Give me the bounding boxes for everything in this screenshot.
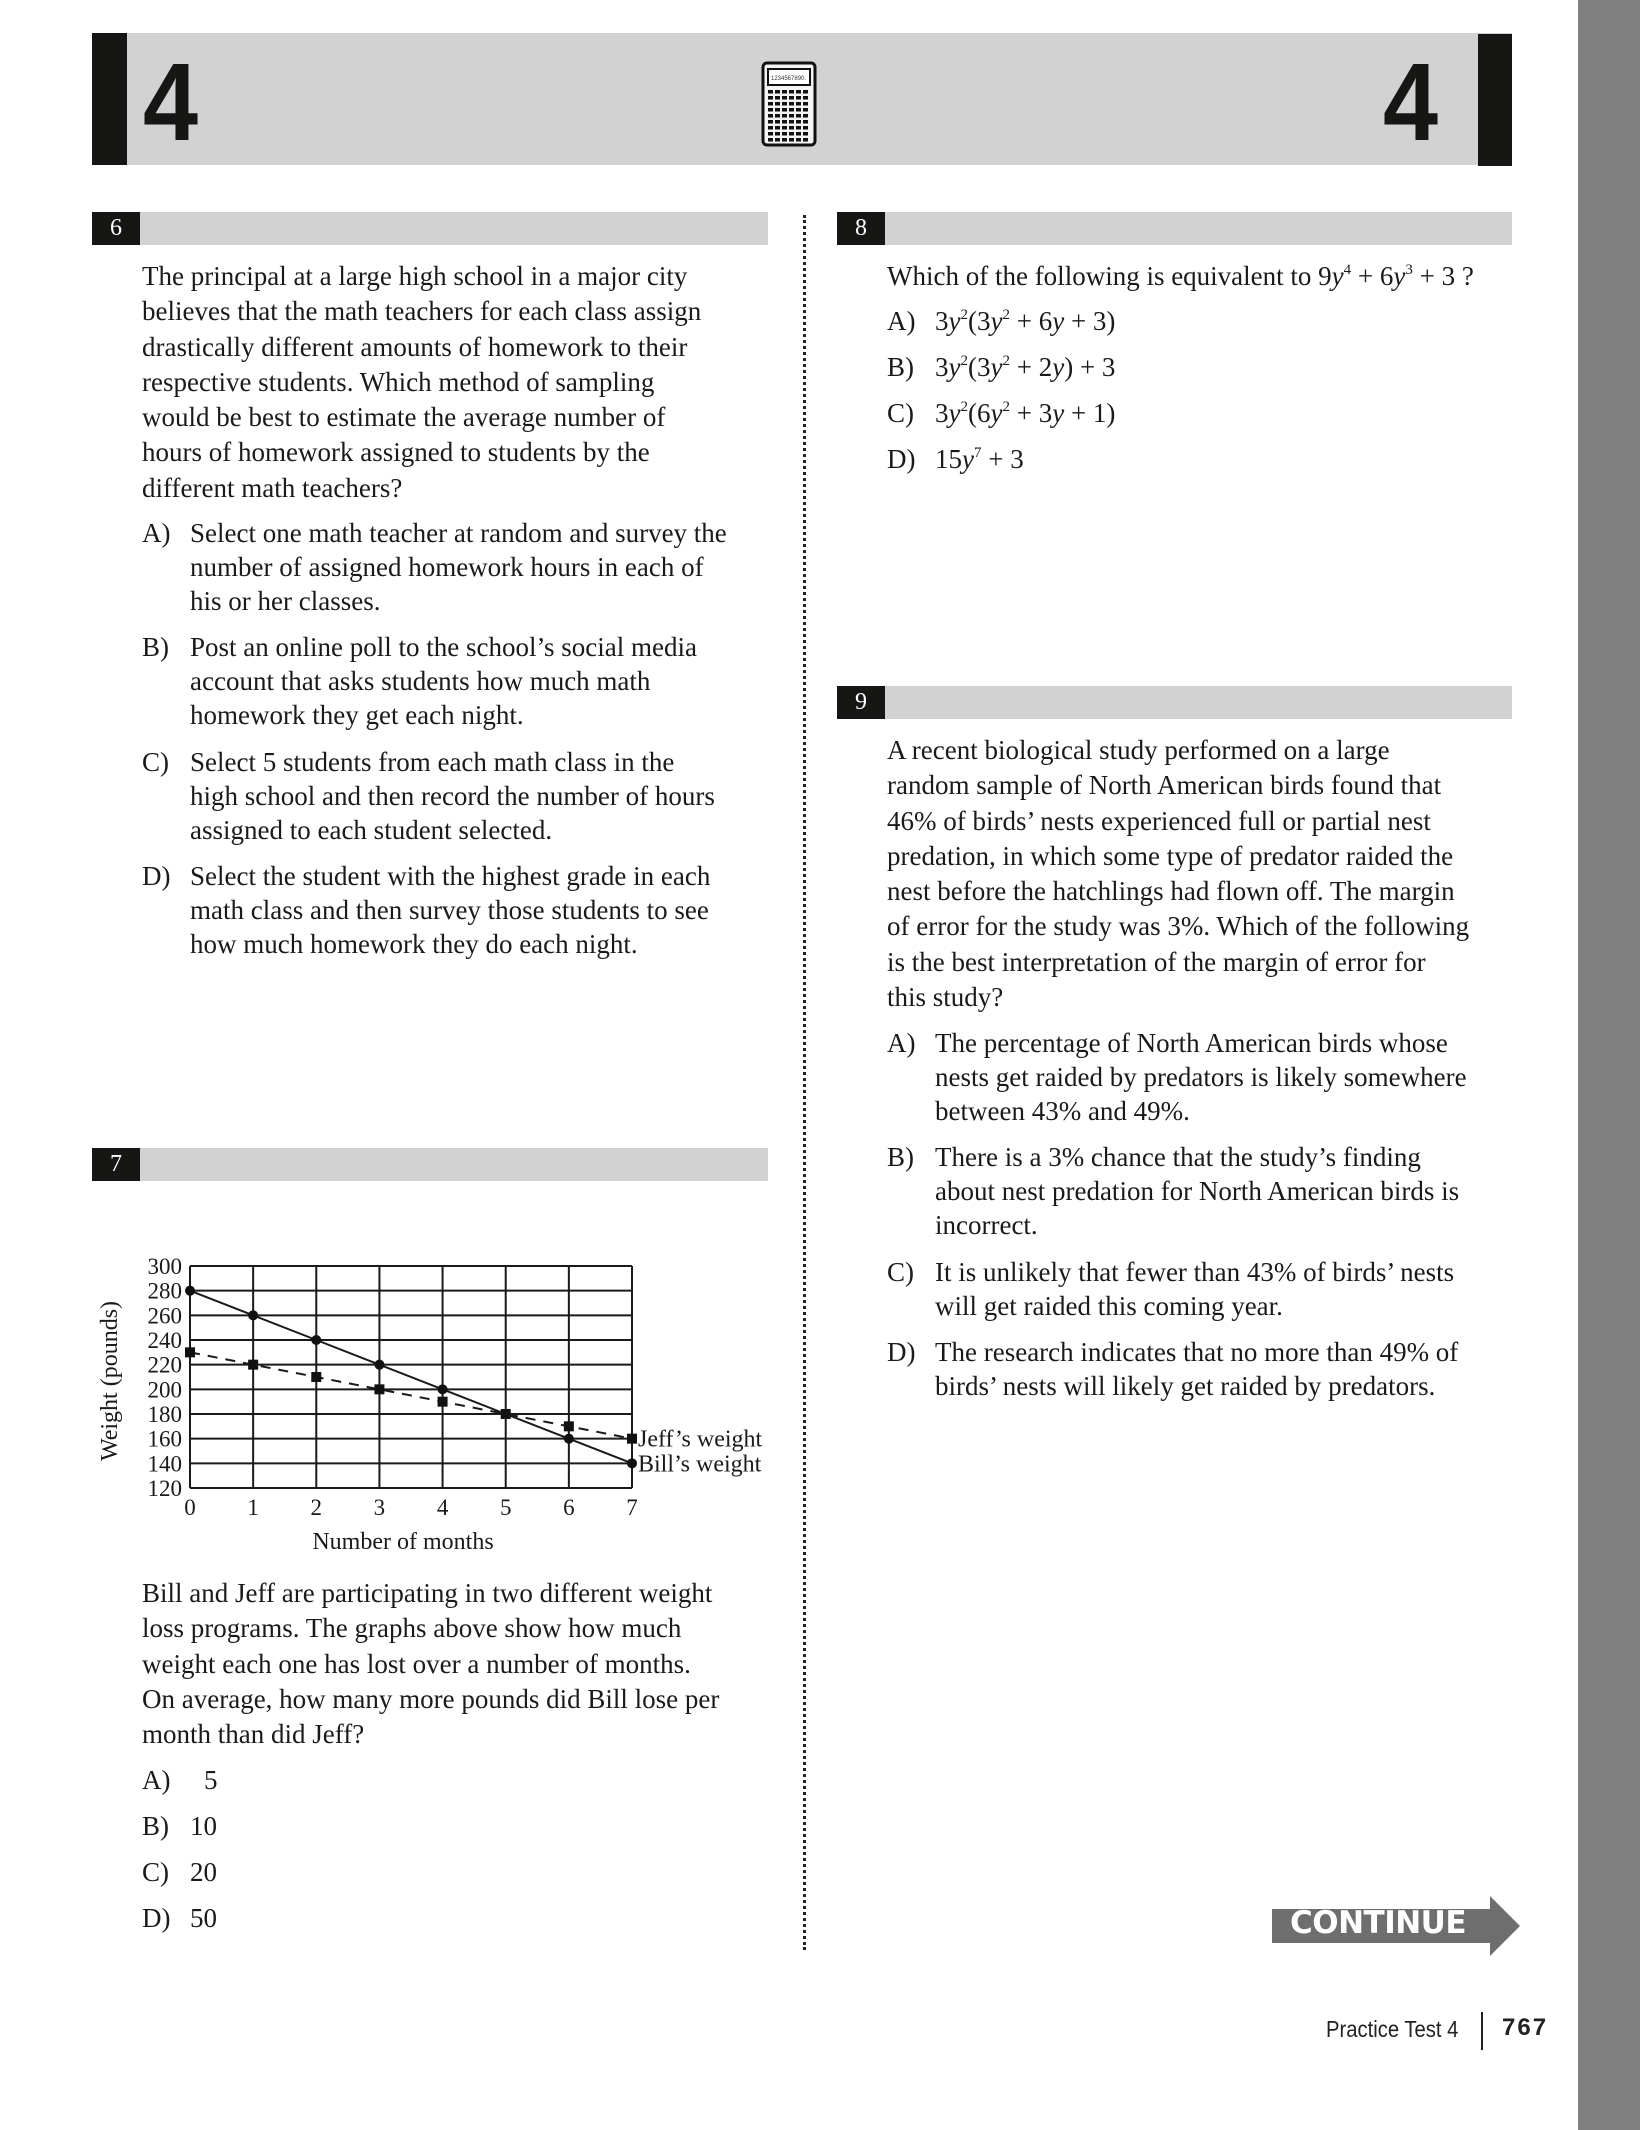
- calculator-key: [789, 120, 794, 124]
- choice-letter: C): [142, 1857, 169, 1887]
- choice-expression: $3y^2(6y^2 + 3y + 1)$: [935, 398, 1116, 428]
- question-9-choice-d[interactable]: [887, 1335, 1527, 1403]
- prompt-line: believes that the math teachers for each class assign: [142, 296, 702, 327]
- question-number: 7: [92, 1148, 140, 1181]
- section-header-left-bar: [92, 33, 127, 165]
- x-tick-label: 0: [184, 1495, 196, 1520]
- data-point-square: [564, 1421, 574, 1431]
- x-tick-label: 5: [499, 1495, 512, 1520]
- data-point-square: [627, 1434, 637, 1444]
- choice-text: 10: [190, 1811, 217, 1841]
- choice-text: The percentage of North American birds whose nests get raided by predators is likely somewhere between 43% and 49%.: [935, 1028, 1467, 1126]
- weight-loss-chart: [90, 1240, 790, 1560]
- chart-svg: [90, 1240, 790, 1560]
- prompt-line: nest before the hatchlings had flown off. The margin: [887, 876, 1455, 907]
- choice-text: There is a 3% chance that the study’s finding about nest predation for North American birds is incorrect.: [935, 1142, 1460, 1240]
- y-tick-label: 160: [147, 1426, 182, 1452]
- series-label: Bill’s weight: [638, 1451, 762, 1478]
- choice-expression: $3y^2(3y^2 + 6y + 3)$: [935, 306, 1116, 336]
- question-8-choice-d[interactable]: [887, 442, 1024, 476]
- choice-letter: A): [887, 1028, 916, 1058]
- calculator-key: [775, 138, 780, 142]
- prompt-line: respective students. Which method of sampling: [142, 366, 655, 397]
- choice-text: Select one math teacher at random and survey the number of assigned homework hours in each of his or her classes.: [190, 518, 727, 616]
- calculator-key: [768, 138, 773, 142]
- calculator-key: [768, 132, 773, 136]
- question-8-choice-c[interactable]: [887, 396, 1115, 430]
- calculator-key: [789, 96, 794, 100]
- question-number: 9: [837, 686, 885, 719]
- data-point-circle: [185, 1286, 195, 1296]
- calculator-key: [803, 126, 808, 130]
- calculator-key: [789, 114, 794, 118]
- choice-text: 20: [190, 1857, 217, 1887]
- calculator-key: [803, 108, 808, 112]
- calculator-key: [796, 90, 801, 94]
- question-6-header: [92, 212, 768, 245]
- calculator-key: [803, 132, 808, 136]
- question-6-choice-c[interactable]: [142, 745, 782, 847]
- page-edge-strip: [1578, 0, 1640, 2130]
- choice-text: Select the student with the highest grade in each math class and then survey those students to see how much homework they do each night.: [190, 861, 711, 959]
- calculator-key: [768, 120, 773, 124]
- data-point-square: [248, 1360, 258, 1370]
- calculator-key: [775, 120, 780, 124]
- calculator-key: [803, 96, 808, 100]
- calculator-key: [789, 108, 794, 112]
- calculator-key: [782, 132, 787, 136]
- choice-letter: D): [142, 1903, 171, 1933]
- choice-letter: C): [887, 398, 914, 428]
- question-7-header: [92, 1148, 768, 1181]
- data-point-circle: [501, 1409, 511, 1419]
- calculator-key: [796, 132, 801, 136]
- question-8-prompt: [887, 259, 1527, 294]
- data-point-circle: [311, 1335, 321, 1345]
- prompt-line: predation, in which some type of predator raided the: [887, 840, 1454, 871]
- section-header-right-bar: [1478, 34, 1512, 166]
- calculator-key: [768, 108, 773, 112]
- choice-letter: D): [142, 861, 171, 891]
- question-9-prompt: [887, 733, 1527, 1015]
- data-point-circle: [438, 1384, 448, 1394]
- calculator-key: [789, 138, 794, 142]
- calculator-key: [782, 126, 787, 130]
- prompt-text: Which of the following is equivalent to: [887, 261, 1312, 291]
- continue-button-label[interactable]: CONTINUE: [1290, 1905, 1467, 1941]
- choice-letter: B): [142, 1811, 169, 1841]
- calculator-key: [775, 90, 780, 94]
- prompt-line: Bill and Jeff are participating in two different weight: [142, 1578, 713, 1608]
- prompt-line: month than did Jeff?: [142, 1719, 365, 1750]
- data-point-circle: [374, 1360, 384, 1370]
- calculator-key: [782, 102, 787, 106]
- x-tick-label: 1: [247, 1495, 259, 1520]
- data-point-square: [185, 1347, 195, 1357]
- calculator-key: [789, 126, 794, 130]
- calculator-key: [775, 126, 780, 130]
- data-point-circle: [248, 1310, 258, 1320]
- y-tick-label: 300: [147, 1254, 182, 1279]
- question-6-choice-a[interactable]: [142, 516, 782, 618]
- x-tick-label: 6: [563, 1495, 575, 1520]
- choice-letter: A): [142, 518, 171, 548]
- question-8-choice-b[interactable]: [887, 350, 1115, 384]
- calculator-key: [775, 96, 780, 100]
- choice-expression: $15y^7 + 3$: [935, 444, 1024, 474]
- calculator-key: [768, 126, 773, 130]
- calculator-icon: [761, 61, 817, 147]
- question-7-choice-c[interactable]: [142, 1855, 217, 1889]
- calculator-key: [796, 96, 801, 100]
- footer-separator: [1481, 2012, 1483, 2050]
- section-number-left: 4: [143, 41, 199, 164]
- prompt-line: of error for the study was 3%. Which of the following: [887, 911, 1470, 942]
- question-number: 6: [92, 212, 140, 245]
- prompt-line: would be best to estimate the average number of: [142, 402, 666, 433]
- y-tick-label: 280: [147, 1278, 182, 1304]
- calculator-key: [796, 138, 801, 142]
- calculator-key: [782, 114, 787, 118]
- calculator-key: [796, 108, 801, 112]
- x-tick-label: 2: [310, 1495, 323, 1520]
- x-tick-label: 4: [436, 1495, 449, 1520]
- choice-letter: A): [142, 1765, 171, 1795]
- prompt-line: different math teachers?: [142, 472, 403, 503]
- calculator-key: [782, 120, 787, 124]
- prompt-line: drastically different amounts of homework to their: [142, 331, 688, 362]
- prompt-line: hours of homework assigned to students by the: [142, 437, 650, 468]
- choice-expression: $3y^2(3y^2 + 2y) + 3$: [935, 352, 1116, 382]
- choice-letter: B): [142, 632, 169, 662]
- data-point-circle: [564, 1434, 574, 1444]
- calculator-key: [775, 108, 780, 112]
- prompt-line: 46% of birds’ nests experienced full or partial nest: [887, 805, 1431, 836]
- prompt-line: is the best interpretation of the margin of error for: [887, 946, 1426, 977]
- calculator-key: [768, 90, 773, 94]
- series-label: Jeff’s weight: [638, 1426, 763, 1453]
- calculator-key: [803, 102, 808, 106]
- calculator-key: [789, 132, 794, 136]
- calculator-key: [789, 90, 794, 94]
- question-6-choice-d[interactable]: [142, 859, 782, 961]
- column-divider: [803, 215, 806, 1950]
- calculator-key: [782, 90, 787, 94]
- question-6-choice-b[interactable]: [142, 630, 782, 732]
- prompt-line: this study?: [887, 982, 1004, 1013]
- calculator-key: [796, 120, 801, 124]
- footer-title: Practice Test 4: [1326, 2016, 1459, 2042]
- question-8-choice-a[interactable]: [887, 304, 1115, 338]
- choice-letter: A): [887, 306, 916, 336]
- question-7-choice-a[interactable]: [142, 1763, 218, 1797]
- data-point-circle: [627, 1458, 637, 1468]
- calculator-key: [768, 96, 773, 100]
- question-7-choice-b[interactable]: [142, 1809, 217, 1843]
- choice-letter: B): [887, 352, 914, 382]
- question-6-prompt: [142, 259, 782, 506]
- choice-letter: B): [887, 1142, 914, 1172]
- y-tick-label: 200: [147, 1377, 182, 1403]
- question-9-choice-a[interactable]: [887, 1026, 1527, 1128]
- question-9-header: [837, 686, 1512, 719]
- y-tick-label: 140: [147, 1451, 182, 1477]
- choice-letter: D): [887, 1337, 916, 1367]
- prompt-line: The principal at a large high school in a major city: [142, 261, 688, 291]
- choice-text: Post an online poll to the school’s social media account that asks students how much math homework they get each night.: [190, 632, 697, 730]
- prompt-line: loss programs. The graphs above show how much: [142, 1613, 682, 1644]
- y-tick-label: 220: [147, 1352, 182, 1378]
- calculator-key: [782, 96, 787, 100]
- calculator-key: [803, 120, 808, 124]
- choice-text: It is unlikely that fewer than 43% of birds’ nests will get raided this coming year.: [935, 1257, 1455, 1321]
- choice-letter: C): [887, 1257, 914, 1287]
- calculator-key: [789, 102, 794, 106]
- prompt-expression: $9y^4 + 6y^3 + 3$ ?: [1318, 261, 1474, 291]
- prompt-line: weight each one has lost over a number of months.: [142, 1648, 691, 1679]
- choice-letter: D): [887, 444, 916, 474]
- calculator-key: [775, 102, 780, 106]
- question-7-prompt: [142, 1576, 782, 1752]
- calculator-key: [782, 108, 787, 112]
- x-tick-label: 3: [373, 1495, 386, 1520]
- question-number: 8: [837, 212, 885, 245]
- y-tick-label: 180: [147, 1402, 182, 1427]
- question-8-header: [837, 212, 1512, 245]
- calculator-key: [803, 114, 808, 118]
- page-number: 767: [1502, 2014, 1549, 2041]
- calculator-display: 1234567890.: [771, 76, 807, 82]
- calculator-key: [775, 132, 780, 136]
- x-tick-label: 7: [626, 1495, 638, 1520]
- calculator-key: [803, 90, 808, 94]
- y-axis-title: Weight (pounds): [97, 1300, 123, 1462]
- calculator-key: [782, 138, 787, 142]
- calculator-key: [796, 126, 801, 130]
- question-7-choice-d[interactable]: [142, 1901, 217, 1935]
- calculator-key: [796, 102, 801, 106]
- calculator-key: [775, 114, 780, 118]
- y-tick-label: 120: [147, 1476, 182, 1501]
- choice-text: 50: [190, 1903, 217, 1933]
- calculator-key: [796, 114, 801, 118]
- calculator-key: [803, 138, 808, 142]
- x-axis-title: Number of months: [312, 1529, 494, 1555]
- calculator-key: [768, 114, 773, 118]
- question-9-choice-c[interactable]: [887, 1255, 1527, 1323]
- y-tick-label: 260: [147, 1303, 182, 1329]
- choice-text: The research indicates that no more than 49% of birds’ nests will likely get raided by predators.: [935, 1337, 1459, 1401]
- prompt-line: On average, how many more pounds did Bill lose per: [142, 1683, 720, 1714]
- prompt-line: random sample of North American birds found that: [887, 770, 1442, 801]
- data-point-square: [311, 1372, 321, 1382]
- choice-text: Select 5 students from each math class in the high school and then record the number of hours assigned to each student selected.: [190, 747, 715, 845]
- y-tick-label: 240: [147, 1328, 182, 1353]
- question-9-choice-b[interactable]: [887, 1140, 1527, 1242]
- section-number-right: 4: [1383, 41, 1439, 164]
- data-point-square: [438, 1397, 448, 1407]
- choice-letter: C): [142, 747, 169, 777]
- calculator-key: [768, 102, 773, 106]
- data-point-square: [374, 1384, 384, 1394]
- prompt-line: A recent biological study performed on a large: [887, 735, 1390, 765]
- choice-text: 5: [204, 1765, 218, 1795]
